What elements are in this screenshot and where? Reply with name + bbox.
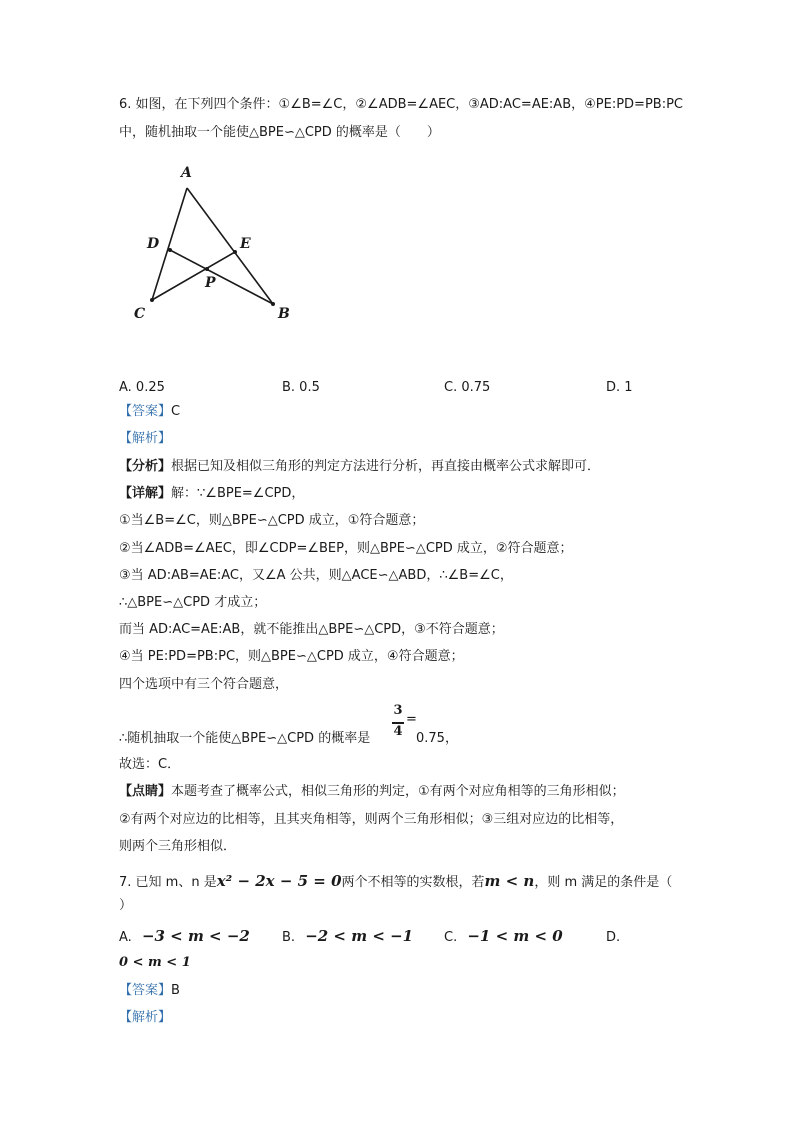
step-2: ②当∠ADB=∠AEC，即∠CDP=∠BEP，则△BPE∽△CPD 成立，②符合题意；: [119, 541, 573, 556]
probability-text: ∴随机抽取一个能使△BPE∽△CPD 的概率是: [119, 731, 371, 746]
fraction-denominator: 4: [393, 724, 403, 739]
label-E: E: [240, 236, 251, 252]
dianjing-tag: 【点睛】: [119, 784, 172, 799]
q6-analysis-tag: 【解析】: [119, 431, 172, 446]
answer-tag: 【答案】: [119, 404, 172, 419]
option-math: −1 < m < 0: [467, 927, 563, 945]
fenxi-tag: 【分析】: [119, 459, 172, 474]
label-P: P: [205, 275, 216, 291]
q7-suffix: ，则 m 满足的条件是（: [534, 875, 673, 890]
step-1: ①当∠B=∠C，则△BPE∽△CPD 成立，①符合题意；: [119, 513, 425, 528]
conclusion: 故选：C．: [119, 757, 181, 772]
q7-stem-line2: ）: [119, 898, 133, 913]
option-math: −2 < m < −1: [305, 927, 414, 945]
probability-value: 0.75，: [416, 731, 458, 746]
dianjing-line1: [119, 783, 625, 801]
step-3: ③当 AD:AB=AE:AC，又∠A 公共，则△ACE∽△ABD，∴∠B=∠C，: [119, 568, 513, 583]
q7-middle: 两个不相等的实数根，若: [341, 875, 485, 890]
fraction-equals: =: [406, 712, 417, 727]
q6-option-a: A. 0.25: [119, 380, 165, 395]
q6-stem-line1: 6. 如图，在下列四个条件：①∠B=∠C，②∠ADB=∠AEC，③AD:AC=AE:AB，④PE:PD=PB:PC: [119, 97, 684, 112]
dianjing-line2: ②有两个对应边的比相等，且其夹角相等，则两个三角形相似；③三组对应边的比相等，: [119, 812, 624, 827]
q7-option-c: [444, 927, 563, 947]
dianjing-line3: 则两个三角形相似．: [119, 839, 237, 854]
answer-value: B: [171, 983, 180, 998]
option-label: C.: [444, 930, 458, 945]
q7-option-a: [119, 927, 250, 947]
q6-stem-line2: 中，随机抽取一个能使△BPE∽△CPD 的概率是（ ）: [119, 125, 440, 140]
option-label: A.: [119, 930, 132, 945]
q7-answer: [119, 982, 180, 1000]
label-C: C: [134, 306, 146, 320]
point-C: [150, 298, 154, 302]
point-D: [168, 248, 172, 252]
step-6: ④当 PE:PD=PB:PC，则△BPE∽△CPD 成立，④符合题意；: [119, 649, 464, 664]
point-B: [271, 302, 275, 306]
fenxi-text: 根据已知及相似三角形的判定方法进行分析，再直接由概率公式求解即可．: [171, 459, 601, 474]
fraction-numerator: 3: [393, 703, 403, 718]
edge-DB: [170, 250, 273, 304]
edge-AB: [187, 188, 273, 304]
q7-option-d-label: D.: [606, 930, 621, 945]
q6-option-c: C. 0.75: [444, 380, 491, 395]
answer-tag: 【答案】: [119, 983, 172, 998]
xiangjie-text: 解：∵∠BPE=∠CPD，: [171, 486, 305, 501]
option-label: B.: [282, 930, 296, 945]
step-7: 四个选项中有三个符合题意，: [119, 677, 289, 692]
q7-analysis-tag: 【解析】: [119, 1010, 172, 1025]
label-D: D: [147, 236, 160, 252]
point-E: [233, 250, 237, 254]
q6-option-b: B. 0.5: [282, 380, 320, 395]
q7-condition: m < n: [484, 872, 535, 890]
step-5: 而当 AD:AC=AE:AB，就不能推出△BPE∽△CPD，③不符合题意；: [119, 622, 504, 637]
q7-equation: x² − 2x − 5 = 0: [216, 872, 342, 890]
xiangjie-tag: 【详解】: [119, 486, 172, 501]
q7-option-b: [282, 927, 413, 947]
q6-fenxi: [119, 458, 600, 476]
answer-value: C: [171, 404, 181, 419]
q7-option-d-math: 0 < m < 1: [119, 955, 191, 970]
option-math: −3 < m < −2: [141, 927, 250, 945]
triangle-figure: [125, 160, 325, 320]
step-4: ∴△BPE∽△CPD 才成立；: [119, 595, 267, 610]
q6-xiangjie: [119, 485, 304, 503]
q6-option-d: D. 1: [606, 380, 633, 395]
label-B: B: [278, 306, 290, 320]
q7-stem-line1: [119, 872, 672, 892]
q7-prefix: 7. 已知 m、n 是: [119, 875, 217, 890]
point-P: [205, 267, 209, 271]
q6-answer: [119, 403, 180, 421]
dianjing-text-1: 本题考查了概率公式，相似三角形的判定，①有两个对应角相等的三角形相似；: [171, 784, 625, 799]
label-A: A: [181, 165, 192, 181]
